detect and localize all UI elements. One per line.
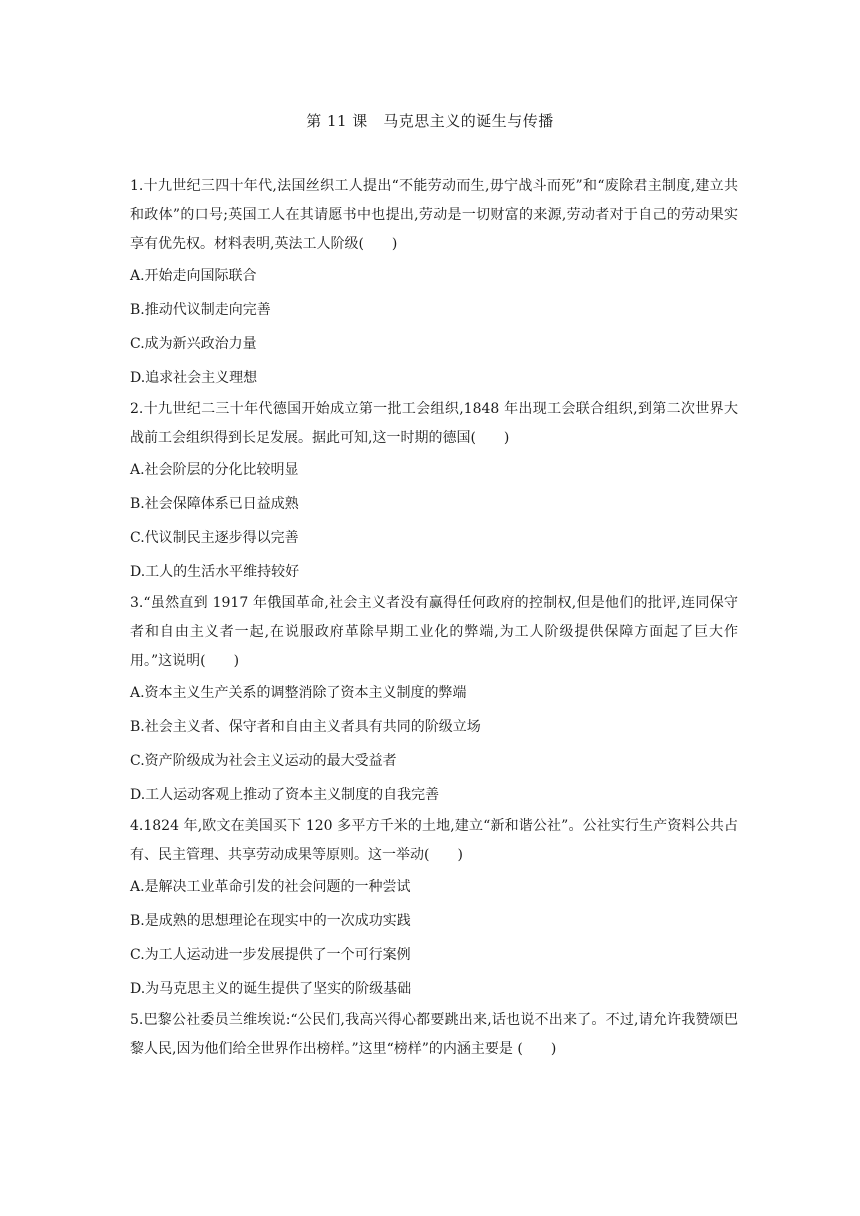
option-b: B.社会保障体系已日益成熟: [130, 496, 299, 512]
option-c: C.成为新兴政治力量: [130, 336, 257, 352]
option-b: B.推动代议制走向完善: [130, 302, 271, 318]
question-stem: 5.巴黎公社委员兰维埃说:“公民们,我高兴得心都要跳出来,话也说不出来了。不过,请允许我赞颂巴黎人民,因为他们给全世界作出榜样。”这里“榜样”的内涵主要是 ( ): [130, 1012, 738, 1057]
question-list: [130, 172, 738, 1064]
option-b: B.是成熟的思想理论在现实中的一次成功实践: [130, 913, 411, 929]
option-a: A.开始走向国际联合: [130, 268, 257, 284]
option-c: C.代议制民主逐步得以完善: [130, 530, 299, 546]
question-1: [130, 172, 738, 395]
option-a: A.是解决工业革命引发的社会问题的一种尝试: [130, 879, 411, 895]
page-title: 第 11 课 马克思主义的诞生与传播: [306, 112, 554, 130]
option-b: B.社会主义者、保守者和自由主义者具有共同的阶级立场: [130, 719, 481, 735]
option-d: D.工人运动客观上推动了资本主义制度的自我完善: [130, 787, 440, 803]
option-c: C.资产阶级成为社会主义运动的最大受益者: [130, 753, 397, 769]
question-3: [130, 589, 738, 812]
option-c: C.为工人运动进一步发展提供了一个可行案例: [130, 947, 411, 963]
option-a: A.资本主义生产关系的调整消除了资本主义制度的弊端: [130, 685, 467, 701]
question-stem: 2.十九世纪二三十年代德国开始成立第一批工会组织,1848 年出现工会联合组织,到第二次世界大战前工会组织得到长足发展。据此可知,这一时期的德国( ): [130, 401, 738, 446]
question-5: [130, 1006, 738, 1064]
option-d: D.追求社会主义理想: [130, 370, 258, 386]
question-stem: 4.1824 年,欧文在美国买下 120 多平方千米的土地,建立“新和谐公社”。公社实行生产资料公共占有、民主管理、共享劳动成果等原则。这一举动( ): [130, 818, 738, 863]
option-d: D.工人的生活水平维持较好: [130, 564, 300, 580]
option-d: D.为马克思主义的诞生提供了坚实的阶级基础: [130, 981, 412, 997]
question-2: [130, 395, 738, 589]
question-4: [130, 812, 738, 1006]
question-stem: 3.“虽然直到 1917 年俄国革命,社会主义者没有赢得任何政府的控制权,但是他们的批评,连同保守者和自由主义者一起,在说服政府革除早期工业化的弊端,为工人阶级提供保障方面起了巨大作用。”这说明( ): [130, 595, 738, 669]
option-a: A.社会阶层的分化比较明显: [130, 462, 299, 478]
question-stem: 1.十九世纪三四十年代,法国丝织工人提出“不能劳动而生,毋宁战斗而死”和“废除君主制度,建立共和政体”的口号;英国工人在其请愿书中也提出,劳动是一切财富的来源,劳动者对于自己的劳动果实享有优先权。材料表明,英法工人阶级( ): [130, 178, 738, 252]
